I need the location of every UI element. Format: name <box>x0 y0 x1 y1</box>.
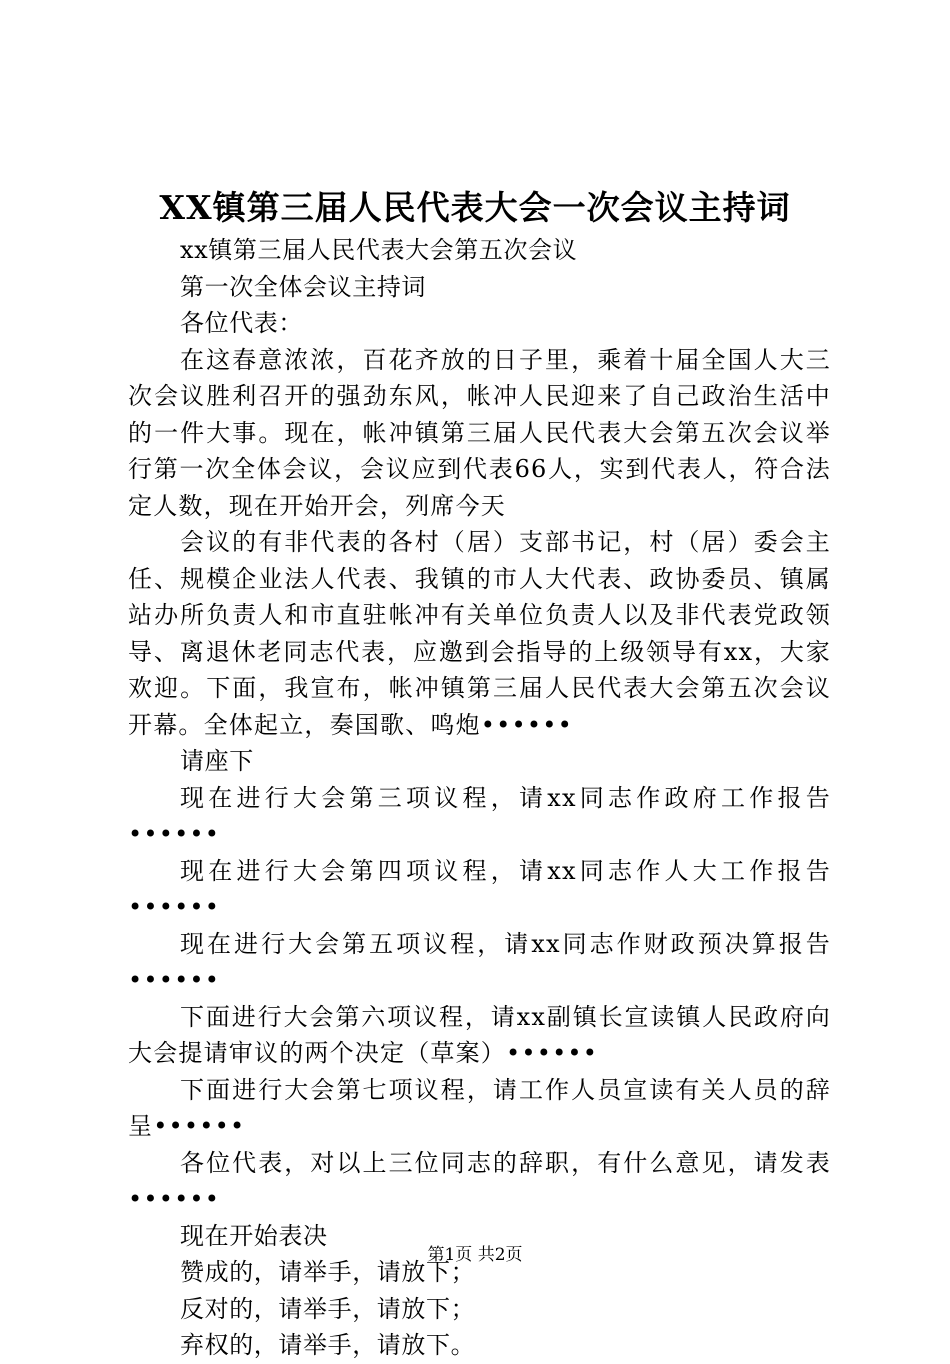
document-title: XX镇第三届人民代表大会一次会议主持词 <box>159 188 791 227</box>
paragraph-vote-against: 反对的，请举手，请放下； <box>180 1294 476 1323</box>
paragraph-subtitle: 第一次全体会议主持词 <box>180 272 426 301</box>
paragraph-vote-for: 赞成的，请举手，请放下； <box>180 1258 476 1286</box>
paragraph-be-seated: 请座下 <box>180 747 254 775</box>
paragraph-attendees: 会议的有非代表的各村（居）支部书记，村（居）委会主任、规模企业法人代表、我镇的市人大代表、政协委员、镇属站办所负责人和市直驻帐冲有关单位负责人以及非代表党政领导、离退休老同志代表，应邀到会指导的上级领导有xx，大家欢迎。下面，我宣布，帐冲镇第三届人民代表大会第五次会议开幕。全体起立，奏国歌、鸣炮•••••• <box>128 528 831 739</box>
paragraph-session-name: xx镇第三届人民代表大会第五次会议 <box>180 236 578 264</box>
paragraph-agenda-5: 现在进行大会第五项议程，请xx同志作财政预决算报告•••••• <box>128 929 831 994</box>
paragraph-vote-start: 现在开始表决 <box>180 1221 328 1250</box>
paragraph-agenda-6: 下面进行大会第六项议程，请xx副镇长宣读镇人民政府向大会提请审议的两个决定（草案）•••••• <box>128 1002 831 1067</box>
paragraph-opening: 在这春意浓浓，百花齐放的日子里，乘着十届全国人大三次会议胜利召开的强劲东风，帐冲人民迎来了自己政治生活中的一件大事。现在，帐冲镇第三届人民代表大会第五次会议举行第一次全体会议，会议应到代表66人，实到代表人，符合法定人数，现在开始开会，列席今天 <box>128 345 831 520</box>
document-body <box>128 232 831 1364</box>
page-number-footer: 第1页 共2页 <box>427 1245 523 1265</box>
paragraph-opinions: 各位代表，对以上三位同志的辞职，有什么意见，请发表•••••• <box>128 1148 831 1213</box>
paragraph-agenda-7: 下面进行大会第七项议程，请工作人员宣读有关人员的辞呈•••••• <box>128 1075 831 1140</box>
paragraph-agenda-4: 现在进行大会第四项议程，请xx同志作人大工作报告•••••• <box>128 856 831 921</box>
paragraph-salutation: 各位代表： <box>180 309 303 337</box>
paragraph-vote-abstain: 弃权的，请举手，请放下。 <box>180 1331 476 1359</box>
paragraph-agenda-3: 现在进行大会第三项议程，请xx同志作政府工作报告•••••• <box>128 783 831 848</box>
